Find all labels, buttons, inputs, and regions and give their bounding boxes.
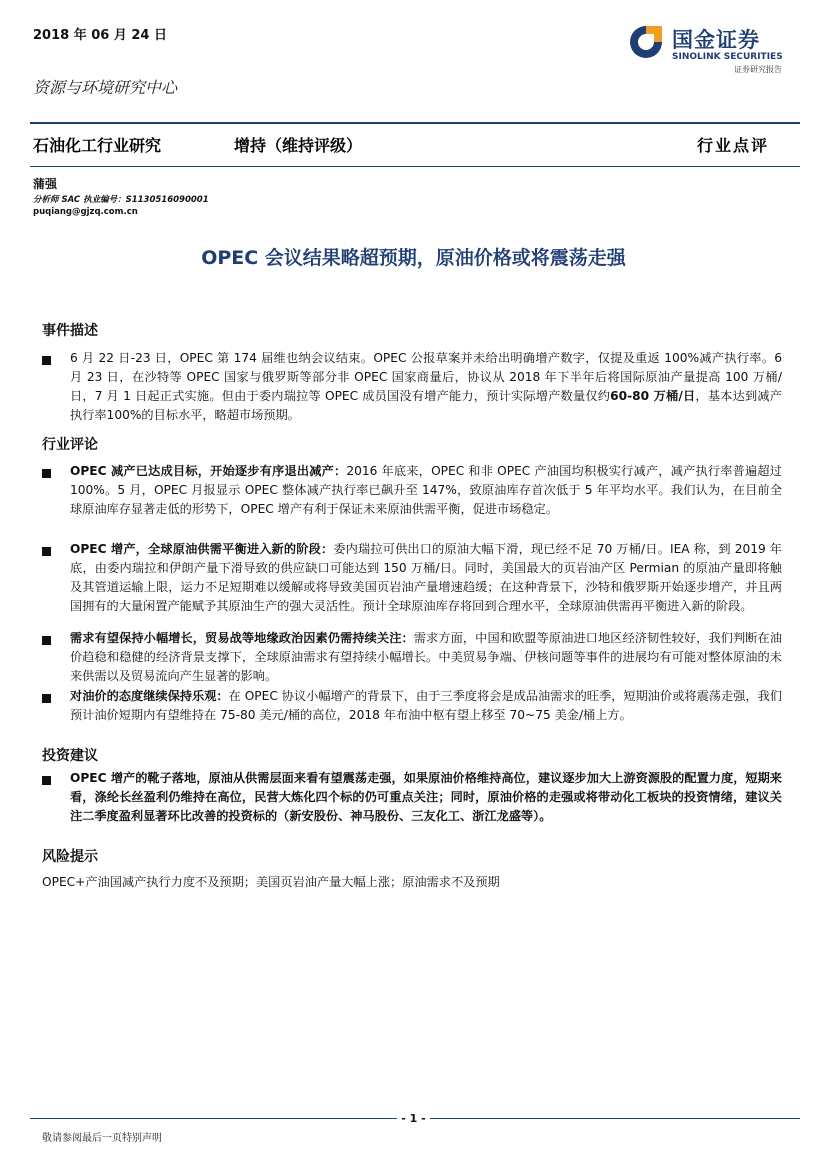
analyst-email[interactable]: puqiang@gjzq.com.cn [33,207,138,217]
bullet-icon [42,469,51,478]
page-number: - 1 - [0,1112,827,1125]
report-title: OPEC 会议结果略超预期，原油价格或将震荡走强 [201,247,626,269]
review-item: OPEC 增产，全球原油供需平衡进入新的阶段：委内瑞拉可供出口的原油大幅下滑，现已经不足 70 万桶/日。IEA 称，到 2019 年底，由委内瑞拉和伊朗产量下滑导致的供应缺口可能达到 150 万桶/日。同时，美国最大的页岩油产区 Permian 的原油产量即将触及其管道运输上限，运力不足短期难以缓解或将导致美国页岩油产量增速趋缓；在这种背景下，沙特和俄罗斯开始逐步增产，并且两国拥有的大量闲置产能赋予其原油生产的强大灵活性。预计全球原油库存将回到合理水平，全球原油供需再平衡进入新的阶段。 [70,542,782,613]
logo-name: 国金证券 [672,28,760,52]
bullet-icon [42,776,51,785]
footer-disclaimer: 敬请参阅最后一页特别声明 [42,1133,162,1144]
review-item: 需求有望保持小幅增长，贸易战等地缘政治因素仍需持续关注：需求方面，中国和欧盟等原油进口地区经济韧性较好，我们判断在油价趋稳和稳健的经济背景支撑下，全球原油需求有望持续小幅增长。中美贸易争端、伊核问题等事件的进展均有可能对整体原油的未来供需以及贸易流向产生显著的影响。 [70,631,783,683]
section-heading-invest: 投资建议 [42,748,98,764]
event-paragraph: 6 月 22 日-23 日，OPEC 第 174 届维也纳会议结束。OPEC 公报草案并未给出明确增产数字，仅提及重返 100%减产执行率。6 月 23 日，在沙特等 OPEC 国家与俄罗斯等部分非 OPEC 国家商量后，协议从 2018 年下半年后将国际原油产量提高 100 万桶/日，7 月 1 日起正式实施。但由于委内瑞拉等 OPEC 成员国没有增产能力，预计实际增产数量仅约60-80 万桶/日，基本达到减产执行率100%的目标水平，略超市场预期。 [70,351,782,422]
industry-label: 石油化工行业研究 [33,136,162,155]
section-heading-risk: 风险提示 [42,849,98,865]
document-type: 行业点评 [697,136,770,155]
analyst-name: 蒲强 [33,177,58,191]
report-date: 2018 年 06 月 24 日 [33,28,167,43]
bullet-icon [42,636,51,645]
subheader-divider [30,166,800,167]
sinolink-logo-icon [628,24,664,60]
logo-subtitle: 证券研究报告 [734,65,782,74]
risk-text: OPEC+产油国减产执行力度不及预期；美国页岩油产量大幅上涨；原油需求不及预期 [42,875,500,889]
invest-paragraph: OPEC 增产的靴子落地，原油从供需层面来看有望震荡走强，如果原油价格维持高位，建议逐步加大上游资源股的配置力度，短期来看，涤纶长丝盈利仍维持在高位，民营大炼化四个标的仍可重点关注；同时，原油价格的走强或将带动化工板块的投资情绪，建议关注二季度盈利显著环比改善的投资标的（新安股份、神马股份、三友化工、浙江龙盛等）。 [70,771,782,823]
research-center: 资源与环境研究中心 [33,78,178,97]
bullet-icon [42,694,51,703]
bullet-icon [42,356,51,365]
rating-label: 增持（维持评级） [234,136,363,155]
review-item: 对油价的态度继续保持乐观：在 OPEC 协议小幅增产的背景下，由于三季度将会是成品油需求的旺季，短期油价或将震荡走强，我们预计油价短期内有望维持在 75-80 美元/桶的高位，2018 年布油中枢有望上移至 70~75 美金/桶上方。 [70,689,783,722]
section-heading-review: 行业评论 [42,437,98,453]
section-heading-event: 事件描述 [42,323,98,339]
review-item: OPEC 减产已达成目标，开始逐步有序退出减产：2016 年底来，OPEC 和非 OPEC 产油国均积极实行减产，减产执行率普遍超过 100%。5 月，OPEC 月报显示 OPEC 整体减产执行率已飙升至 147%，致原油库存首次低于 5 年平均水平。我们认为，在目前全球原油库存显著走低的形势下，OPEC 增产有利于保证未来原油供需平衡，促进市场稳定。 [70,464,782,516]
header-divider [30,122,800,124]
analyst-certificate: 分析师 SAC 执业编号：S1130516090001 [33,195,209,205]
logo-english-name: SINOLINK SECURITIES [672,52,783,62]
bullet-icon [42,547,51,556]
